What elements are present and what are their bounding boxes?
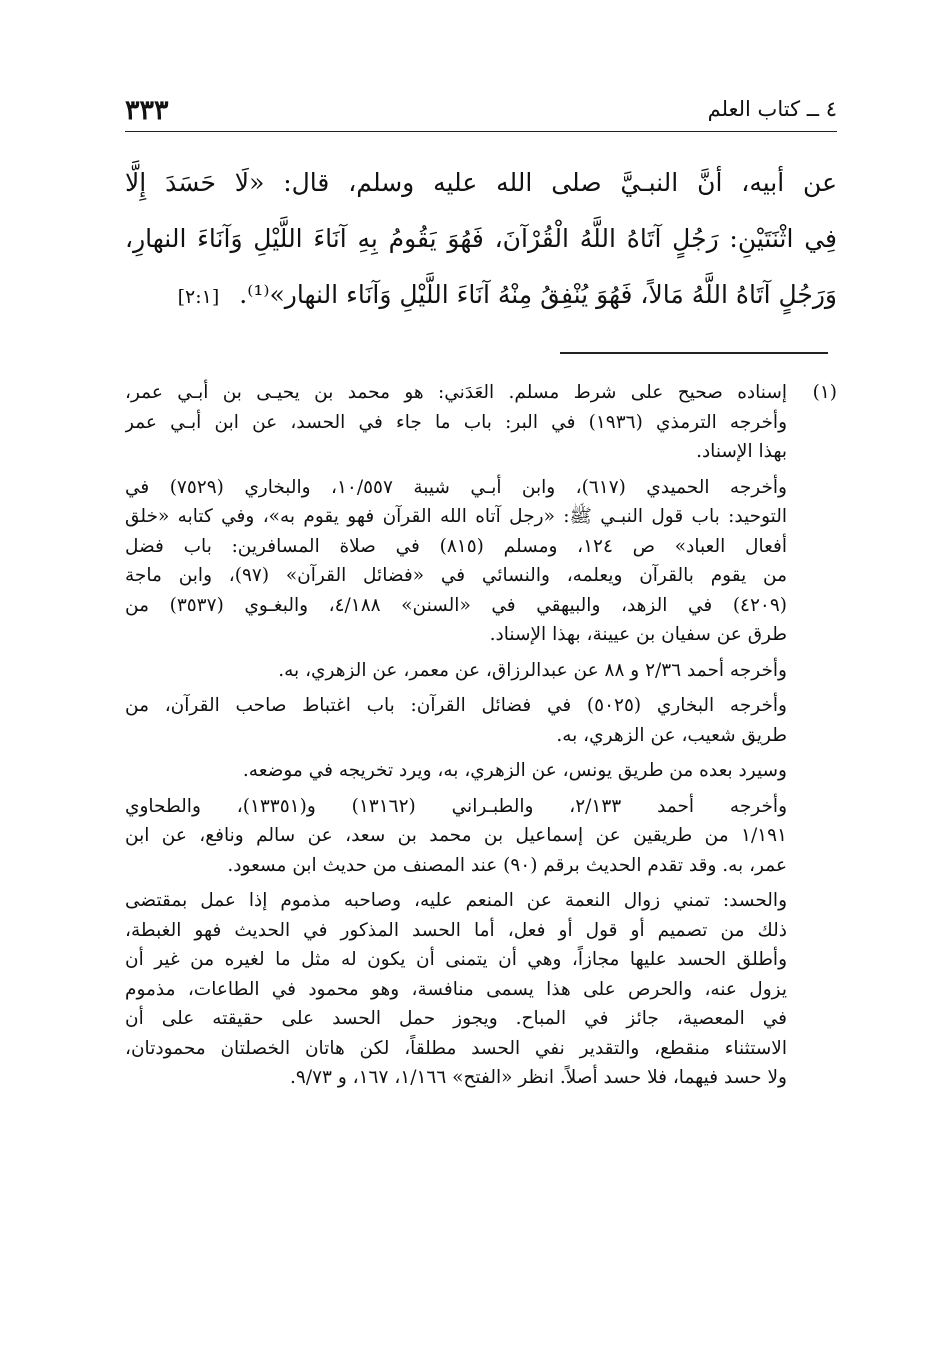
footnote-line: وأخرجه الحميدي (٦١٧)، وابن أبـي شيبة ١٠/٥٥٧، والبخاري (٧٥٢٩) في <box>125 476 787 498</box>
hadith-line: وَرَجُلٍ آتَاهُ اللَّهُ مَالاً، فَهُوَ يُنْفِقُ مِنْهُ آنَاءَ اللَّيْلِ وَآنَاء النهار»⁽¹⁾. <box>239 280 837 309</box>
running-title: ٤ ــ كتاب العلم <box>707 97 837 121</box>
footnote-paragraph <box>125 756 837 786</box>
footnote-line: التوحيد: باب قول النبـي ﷺ: «رجل آتاه الله القرآن فهو يقوم به»، وفي كتابه «خلق <box>125 506 787 527</box>
footnote-line: بهذا الإسناد. <box>696 441 787 462</box>
hadith-text <box>125 155 837 325</box>
footnote-paragraph <box>125 473 837 650</box>
footnote-line: ١/١٩١ من طريقين عن إسماعيل بن محمد بن سعد، عن سالم ونافع، عن ابن <box>125 825 787 846</box>
footnote-line: ولا حسد فيهما، فلا حسد أصلاً. انظر «الفتح» ١/١٦٦، ١٦٧، و ٩/٧٣. <box>290 1067 787 1088</box>
hadith-reference: [٢:١] <box>177 286 220 308</box>
hadith-line: فِي اثْنَتَيْنِ: رَجُلٍ آتَاهُ اللَّهُ الْقُرْآنَ، فَهُوَ يَقُومُ بِهِ آنَاءَ اللَّيْلِ وَآنَاءَ النهارِ، <box>125 224 837 253</box>
footnote-line: وأطلق الحسد عليها مجازاً، وهي أن يتمنى أن يكون له مثل ما لغيره من غير أن <box>125 949 787 970</box>
footnote-line: ذلك من تصميم أو قول أو فعل، أما الحسد المذكور في الحديث فهو الغبطة، <box>125 919 787 941</box>
footnote-line: أفعال العباد» ص ١٢٤، ومسلم (٨١٥) في صلاة المسافرين: باب فضل <box>125 535 787 557</box>
footnote-paragraph <box>125 378 837 467</box>
footnote-separator <box>560 352 828 354</box>
footnote-line: في المعصية، جائز في المباح. ويجوز حمل الحسد على حقيقته على أن <box>125 1008 787 1029</box>
footnote-line: يزول عنه، والحرص على هذا يسمى منافسة، وهو محمود في الطاعات، مذموم <box>125 978 787 1000</box>
footnote-body <box>125 378 837 1093</box>
footnote-line: من يقوم بالقرآن ويعلمه، والنسائي في «فضائل القرآن» (٩٧)، وابن ماجة <box>125 565 787 586</box>
footnote-line: طريق شعيب، عن الزهري، به. <box>556 724 787 746</box>
footnote-paragraph <box>125 656 837 686</box>
page-number: ٣٣٣ <box>125 95 169 126</box>
hadith-line-last <box>125 267 837 325</box>
footnote-number: (١) <box>812 382 837 403</box>
footnote-line: والحسد: تمني زوال النعمة عن المنعم عليه، وصاحبه مذموم إذا عمل بمقتضى <box>125 890 787 911</box>
footnote-line: وأخرجه أحمد ٢/١٣٣، والطبـراني (١٣١٦٢) و(١٣٣٥١)، والطحاوي <box>125 795 787 817</box>
footnote-line: (٤٢٠٩) في الزهد، والبيهقي في «السنن» ٤/١٨٨، والبغـوي (٣٥٣٧) من <box>125 594 787 616</box>
footnote-line: وأخرجه الترمذي (١٩٣٦) في البر: باب ما جاء في الحسد، عن ابن أبـي عمر <box>125 411 787 433</box>
footnote-line: طرق عن سفيان بن عيينة، بهذا الإسناد. <box>489 624 787 645</box>
footnote-line: عمر، به. وقد تقدم الحديث برقم (٩٠) عند المصنف من حديث ابن مسعود. <box>227 854 787 876</box>
footnote-line: وأخرجه أحمد ٢/٣٦ و ٨٨ عن عبدالرزاق، عن معمر، عن الزهري، به. <box>278 659 787 681</box>
footnote-paragraph <box>125 792 837 881</box>
footnote-line: الاستثناء منقطع، والتقدير نفي الحسد مطلقاً، لكن هاتان الخصلتان محمودتان، <box>125 1037 787 1059</box>
footnote-line: وسيرد بعده من طريق يونس، عن الزهري، به، ويرد تخريجه في موضعه. <box>242 760 787 781</box>
footnote-line: إسناده صحيح على شرط مسلم. العَدَني: هو محمد بن يحيـى بن أبـي عمر، <box>125 382 787 403</box>
footnotes <box>125 378 837 1099</box>
hadith-line: عن أبيه، أنَّ النبـيَّ صلى الله عليه وسلم، قال: «لَا حَسَدَ إِلَّا <box>125 168 837 197</box>
footnote-line: وأخرجه البخاري (٥٠٢٥) في فضائل القرآن: باب اغتباط صاحب القرآن، من <box>125 695 787 716</box>
footnote-paragraph <box>125 691 837 750</box>
page-header <box>125 95 837 132</box>
footnote-paragraph <box>125 886 837 1093</box>
